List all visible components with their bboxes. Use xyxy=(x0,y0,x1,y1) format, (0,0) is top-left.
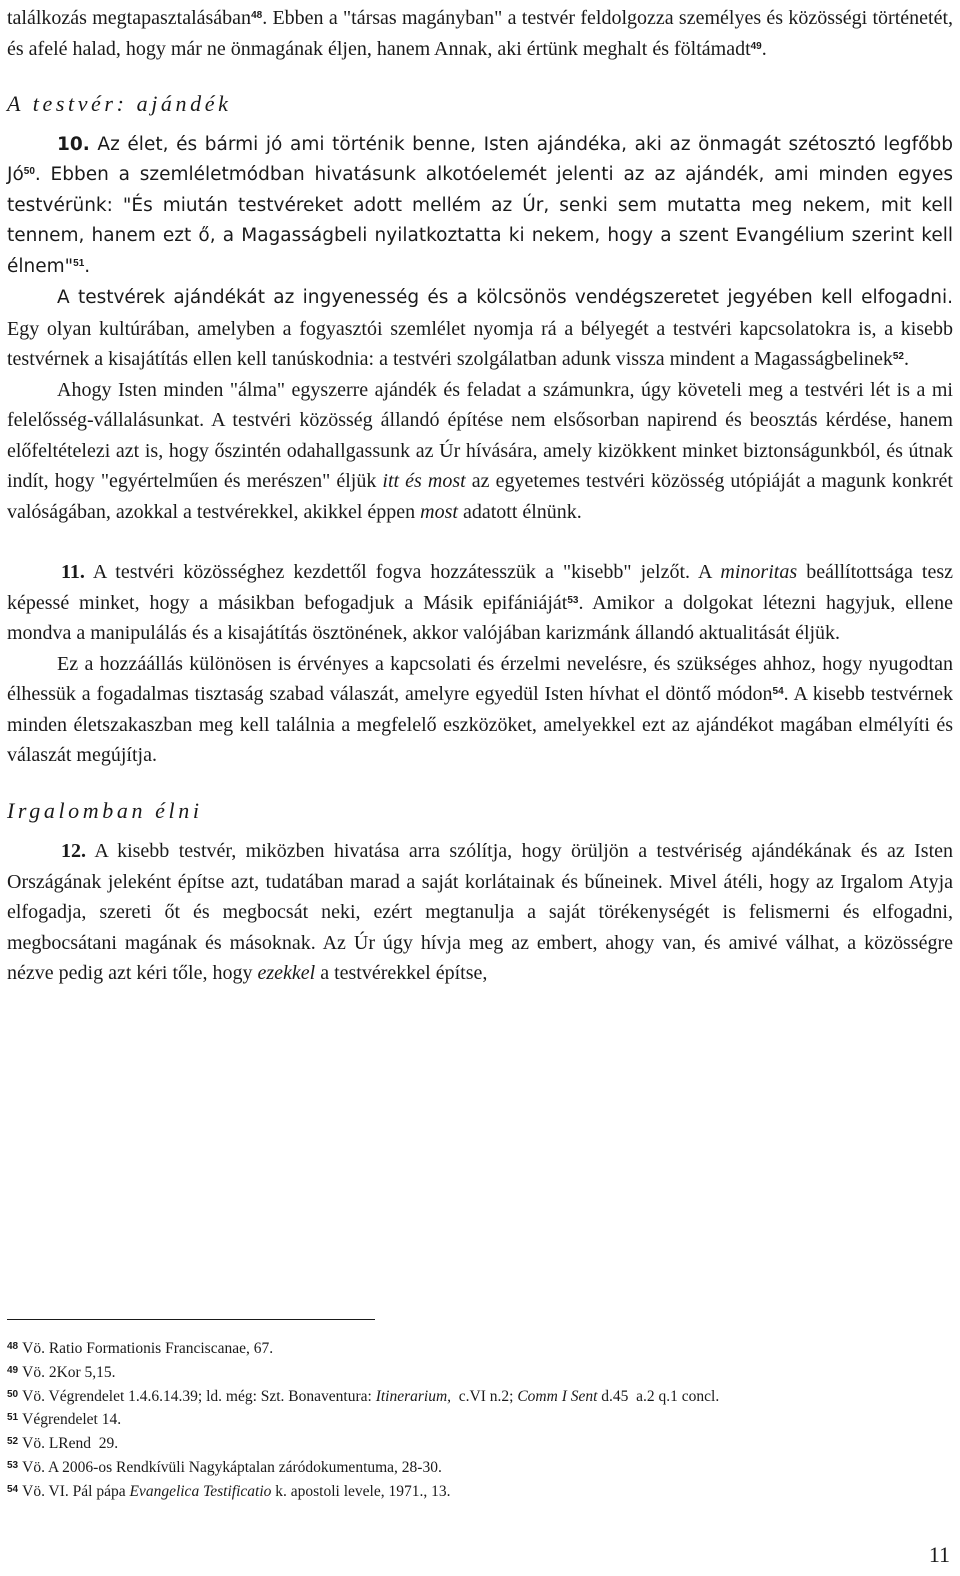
section-number-12: 12. xyxy=(61,840,86,862)
footnote-48: $^{48}$ Vö. Ratio Formationis Franciscanae, 67. xyxy=(7,1340,274,1357)
paragraph-attitude: Ez a hozzáállás különösen is érvényes a kapcsolati és érzelmi nevelésre, és szükséges ahhoz, hogy nyugodtan élhessük a fogadalmas tisztaság szabad válaszát, amelyre egyedül Isten hívhat el döntő módon$^{54}$. A kisebb testvérnek minden életszakaszban meg kell találnia a megfelelő eszközöket, amelyekkel ezt az ajándékot magában elmélyíti és válaszát megújítja. xyxy=(7,652,953,766)
paragraph-dream: Ahogy Isten minden "álma" egyszerre ajándék és feladat a számunkra, úgy követeli meg a testvéri lét is a mi felelősség-vállalásunkat. A testvéri közösség állandó építése nem elsősorban napirend és beosztás kérdése, hanem előfeltételezi azt is, hogy őszintén odahallgassunk az Úr hívására, amely kizökkent minket biztonságunkból, és útnak indít, hogy "egyértelműen és merészen" éljük itt és most az egyetemes testvéri közösség utópiáját a magunk konkrét valóságában, azokkal a testvérekkel, akikkel éppen most adatott élnünk. xyxy=(7,378,953,523)
footnote-ref-54[interactable]: 54 xyxy=(772,686,784,697)
footnote-separator xyxy=(7,1319,375,1320)
paragraph-gift-2: A testvérek ajándékát az ingyenesség és a kölcsönös vendégszeretet jegyében kell elfogadni. Egy olyan kultúrában, amelyben a fogyasztói szemlélet nyomja rá a bélyegét a testvéri kapcsolatokra is, a kisebb testvérnek a kisajátítás ellen kell tanúskodnia: a testvéri szolgálatban adunk vissza mindent a Magasságbelinek$^{52}$. xyxy=(7,287,953,370)
section-heading-gift: A testvér: ajándék xyxy=(7,91,232,116)
footnote-ref-50[interactable]: 50 xyxy=(23,166,35,177)
section-number-10: 10. xyxy=(57,133,90,155)
footnote-ref-52[interactable]: 52 xyxy=(892,351,904,362)
footnote-49: $^{49}$ Vö. 2Kor 5,15. xyxy=(7,1363,116,1381)
footnote-ref-53[interactable]: 53 xyxy=(567,594,579,606)
footnote-52: $^{52}$ Vö. LRend 29. xyxy=(7,1435,119,1453)
paragraph-12: 12. A kisebb testvér, miközben hivatása arra szólítja, hogy örüljön a testvériség ajándékának és az Isten Országának jeleként építse azt, tudatában marad a saját korlátainak és bűneinek. Mivel átéli, hogy az Irgalom Atyja elfogadja, szereti őt és megbocsát neki, ezért megtanulja a saját törékenységét is felismerni és elfogadni, megbocsátani magának és másoknak. Az Úr úgy hívja meg az embert, ahogy van, és amivé válhat, a közösségre nézve pedig azt kéri tőle, hogy ezekkel a testvérekkel építse, xyxy=(7,840,953,984)
footnotes xyxy=(7,1337,947,1504)
footnote-51: $^{51}$ Végrendelet 14. xyxy=(7,1411,122,1429)
section-heading-mercy: Irgalomban élni xyxy=(7,797,203,823)
footnote-54: $^{54}$ Vö. VI. Pál pápa Evangelica Testificatio k. apostoli levele, 1971., 13. xyxy=(7,1482,451,1500)
footnote-ref-51[interactable]: 51 xyxy=(73,257,85,269)
footnote-50: $^{50}$ Vö. Végrendelet 1.4.6.14.39; ld. még: Szt. Bonaventura: Itinerarium, c.VI n.2; Comm I Sent d.45 a.2 q.1 concl. xyxy=(7,1387,720,1405)
paragraph-10: 10. Az élet, és bármi jó ami történik benne, Isten ajándéka, aki az önmagát szétosztó legfőbb Jó$^{50}$. Ebben a szemléletmódban hivatásunk alkotóelemét jelenti az az ajándék, ami minden egyes testvérünk: "És miután testvéreket adott mellém az Úr, senki sem mutatta meg nekem, mit kell tennem, hanem ezt ő, a Magasságbeli nyilatkoztatta ki nekem, hogy a szent Evangélium szerint kell élnem"$^{51}$. xyxy=(7,133,953,277)
section-number-11: 11. xyxy=(61,561,85,583)
paragraph-intro: találkozás megtapasztalásában$^{48}$. Ebben a "társas magányban" a testvér feldolgozza személyes és közösségi történetét, és afelé halad, hogy már ne önmagának éljen, hanem Annak, aki értünk meghalt és föltámadt$^{49}$. xyxy=(7,7,954,60)
footnote-ref-49[interactable]: 49 xyxy=(750,40,762,52)
footnote-ref-48[interactable]: 48 xyxy=(251,10,263,21)
page-number: 11 xyxy=(928,1542,950,1567)
footnote-53: $^{53}$ Vö. A 2006-os Rendkívüli Nagykáptalan záródokumentuma, 28-30. xyxy=(7,1458,442,1476)
main-text xyxy=(7,3,953,989)
paragraph-11: 11. A testvéri közösséghez kezdettől fogva hozzátesszük a "kisebb" jelzőt. A minoritas beállítottsága tesz képessé minket, hogy a másikban befogadjuk a Másik epifániáját$^{53}$. Amikor a dolgokat létezni hagyjuk, ellene mondva a manipulálás és a kisajátítás ösztönének, akkor valójában karizmánk állandó aktualitását éljük. xyxy=(7,561,953,644)
